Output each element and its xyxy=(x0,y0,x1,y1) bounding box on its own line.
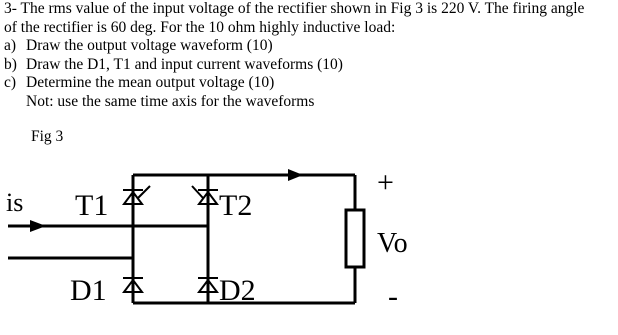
item-letter: b) xyxy=(4,55,17,73)
negative-terminal-label: - xyxy=(388,280,398,313)
load-resistor xyxy=(346,210,364,267)
diode-d1-label: D1 xyxy=(70,274,107,307)
question-item-c xyxy=(4,74,616,93)
question-line-2: of the rectifier is 60 deg. For the 10 ohm highly inductive load: xyxy=(4,18,396,36)
thyristor-t1-label: T1 xyxy=(75,189,109,222)
question-note: Not: use the same time axis for the waveforms xyxy=(26,92,315,110)
rectifier-circuit-diagram xyxy=(0,150,618,335)
thyristor-t2-label: T2 xyxy=(219,189,253,222)
thyristor-t1-symbol xyxy=(123,186,150,204)
question-line-1: 3- The rms value of the input voltage of the rectifier shown in Fig 3 is 220 V. The firing angle xyxy=(4,0,585,17)
item-text: Draw the D1, T1 and input current waveforms (10) xyxy=(26,55,343,73)
output-current-arrow xyxy=(288,169,303,181)
item-text: Draw the output voltage waveform (10) xyxy=(26,37,273,54)
input-current-label: is xyxy=(6,188,24,217)
question-text xyxy=(4,0,616,111)
circuit-wires xyxy=(8,175,355,303)
figure-caption: Fig 3 xyxy=(31,128,64,145)
item-letter: a) xyxy=(4,37,17,54)
question-item-b xyxy=(4,56,616,75)
input-current-arrow xyxy=(30,220,46,232)
thyristor-t2-symbol xyxy=(192,186,218,204)
item-letter: c) xyxy=(4,74,17,91)
diode-d2-label: D2 xyxy=(219,274,256,307)
output-voltage-label: Vo xyxy=(377,228,408,259)
item-text: Determine the mean output voltage (10) xyxy=(26,74,275,91)
positive-terminal-label: + xyxy=(377,166,394,199)
question-item-a xyxy=(4,37,616,56)
